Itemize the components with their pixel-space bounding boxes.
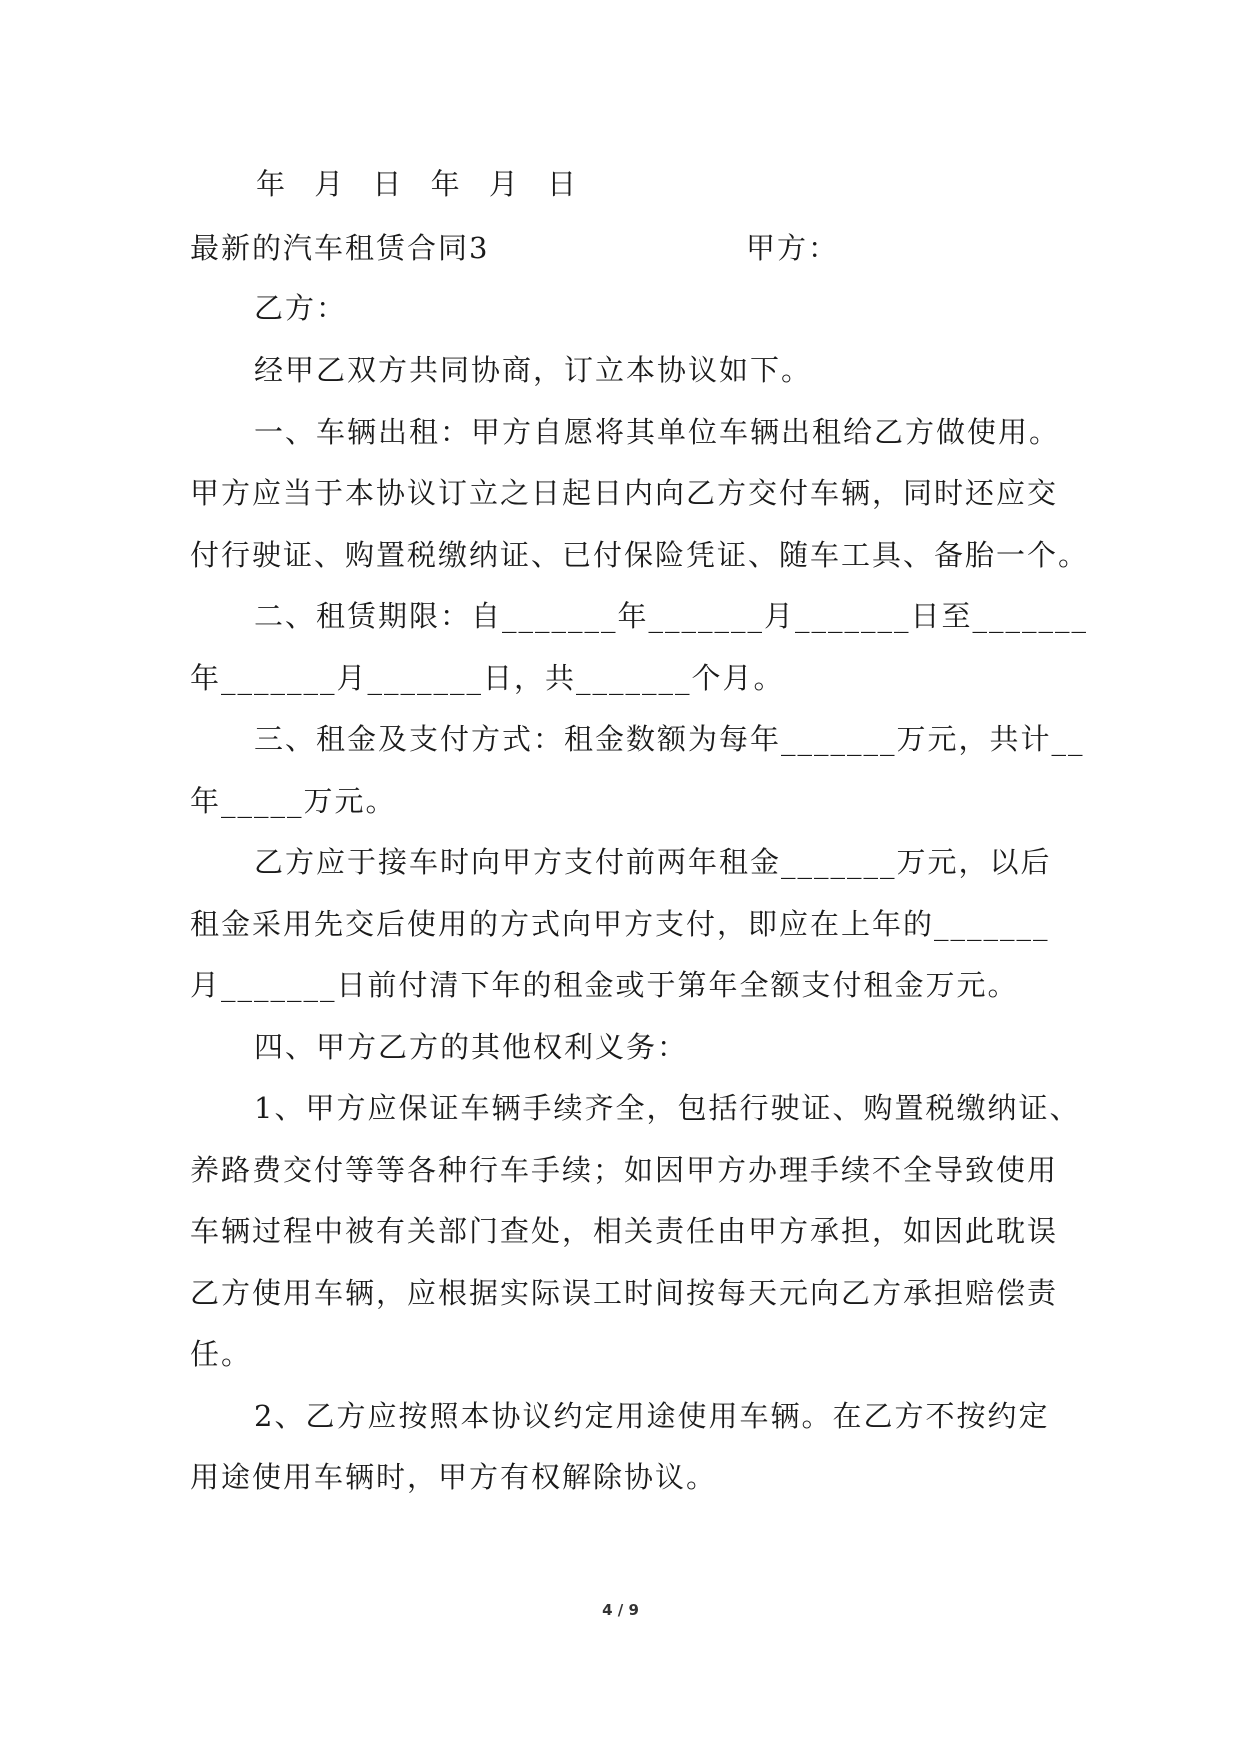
section-1-line-1: 一、车辆出租：甲方自愿将其单位车辆出租给乙方做使用。 <box>254 415 1061 449</box>
section-3-line-1: 三、租金及支付方式：租金数额为每年_______万元，共计__ <box>254 722 1085 756</box>
payment-line-2: 租金采用先交后使用的方式向甲方支付，即应在上年的_______ <box>190 907 1050 941</box>
clause-2-line-1: 2、乙方应按照本协议约定用途使用车辆。在乙方不按约定 <box>254 1399 1050 1433</box>
section-3-line-2: 年_____万元。 <box>190 784 397 818</box>
section-4-title: 四、甲方乙方的其他权利义务： <box>254 1030 689 1064</box>
clause-1-line-2: 养路费交付等等各种行车手续；如因甲方办理手续不全导致使用 <box>190 1153 1059 1187</box>
section-2-line-1: 二、租赁期限：自_______年_______月_______日至_______ <box>254 599 1089 633</box>
page-number: 4 / 9 <box>602 1601 639 1619</box>
payment-line-3: 月_______日前付清下年的租金或于第年全额支付租金万元。 <box>190 968 1019 1002</box>
clause-1-line-1: 1、甲方应保证车辆手续齐全，包括行驶证、购置税缴纳证、 <box>254 1091 1081 1125</box>
clause-1-line-5: 任。 <box>190 1337 253 1371</box>
payment-line-1: 乙方应于接车时向甲方支付前两年租金_______万元，以后 <box>254 845 1052 879</box>
document-title: 最新的汽车租赁合同3 <box>190 231 490 265</box>
document-heading <box>190 228 840 268</box>
section-2-line-2: 年_______月_______日，共_______个月。 <box>190 661 785 695</box>
party-b-label: 乙方： <box>254 291 348 325</box>
section-1-line-3: 付行驶证、购置税缴纳证、已付保险凭证、随车工具、备胎一个。 <box>190 538 1090 572</box>
section-1-line-2: 甲方应当于本协议订立之日起日内向乙方交付车辆，同时还应交 <box>190 476 1059 510</box>
intro-paragraph: 经甲乙双方共同协商，订立本协议如下。 <box>254 353 813 387</box>
clause-1-line-3: 车辆过程中被有关部门查处，相关责任由甲方承担，如因此耽误 <box>190 1214 1059 1248</box>
clause-1-line-4: 乙方使用车辆，应根据实际误工时间按每天元向乙方承担赔偿责 <box>190 1276 1059 1310</box>
date-line: 年 月 日 年 月 日 <box>256 167 587 201</box>
party-a-label: 甲方： <box>746 231 840 265</box>
clause-2-line-2: 用途使用车辆时，甲方有权解除协议。 <box>190 1460 718 1494</box>
